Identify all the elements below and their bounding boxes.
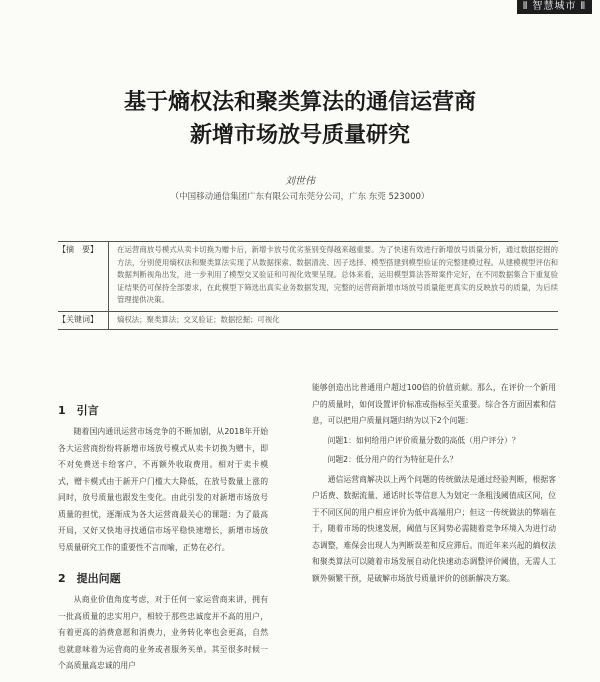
- section-heading-introduction: 1 引言: [58, 404, 99, 417]
- abstract-text: 在运营商放号模式从卖卡切换为赠卡后，新增卡放号优劣鉴别变得越来越重要。为了快速有效进行新增放号质量分析，通过数据挖掘的方法，分别使用熵权法和聚类算法实现了从数据探索、数据清洗、因子选择、模型搭建到模型验证的完整建模过程。从建模模型评估和数据判断视角出发，进一步利用了模型交叉验证和可视化效果呈现。总体来看，运用模型算法答辩案件定好，在不同数据集合下重复验证结果仍可保持全部要求，在此模型下筛选出真实业务数据发现，完整的运营商新增市场放号质量能更真实的反映放号的质量，为后续管理提供决策。: [108, 242, 558, 311]
- right-column: [312, 380, 556, 587]
- continued-paragraph: 能够创造出比普通用户超过100倍的价值贡献。那么，在评价一个新用户的质量时，如何设置评价标准或指标至关重要。综合各方面因素和信息，可以把用户质量问题归纳为以下2个问题：: [312, 383, 556, 425]
- question-2: 问题2：低分用户的行为特征是什么？: [327, 455, 458, 464]
- title-line-2: 新增市场放号质量研究: [189, 123, 410, 148]
- author-affiliation: （中国移动通信集团广东有限公司东莞分公司，广东 东莞 523000）: [170, 192, 430, 202]
- abstract-label: 【摘 要】: [58, 245, 98, 254]
- keywords-row: [58, 311, 558, 330]
- article-title: [0, 86, 600, 152]
- keywords-text: 熵权法；聚类算法；交叉验证；数据挖掘；可视化: [108, 312, 558, 329]
- abstract-row: [58, 242, 558, 311]
- problem-paragraph: 从商业价值角度考虑，对于任何一家运营商来讲，拥有一批高质量的忠实用户，相较于那些忠诚度并不高的用户，有着更高的消费意愿和消费力，业务转化率也会更高，自然也就意味着为运营商的业务或者服务买单。其至很多时候一个高质量高忠诚的用户: [58, 595, 268, 670]
- abstract-box: [58, 241, 558, 330]
- column-tag: ⦀ 智慧城市 ⦀: [517, 0, 592, 14]
- question-1: 问题1：如何给用户评价质量分数的高低（用户评分）？: [327, 435, 520, 445]
- traditional-method-paragraph: 通信运营商解决以上两个问题的传统做法是通过经验判断，根据客户话费、数据流量、通话时长等信息人为划定一条粗浅阈值成区间，位于不同区间的用户相应评价为低中高端用户；但这一传统做法的弊端在于，随着市场的快速发展，阈值与区间势必需随着竞争环境入为进行动态调整，难保会出现人为判断误差和反应滞后。而近年来兴起的熵权法和聚类算法可以随着市场发展自动化快速动态调整评价阈值，无需人工额外频繁干预，是破解市场放号质量评价的创新解决方案。: [312, 474, 556, 583]
- title-line-1: 基于熵权法和聚类算法的通信运营商: [123, 90, 476, 115]
- left-column: [58, 402, 268, 675]
- section-heading-problem: 2 提出问题: [58, 572, 121, 585]
- introduction-paragraph: 随着国内通讯运营市场竞争的不断加剧，从2018年开始各大运营商纷纷将新增市场放号模式从卖卡切换为赠卡，即不对免费送卡给客户，不再额外收取费用。相对于卖卡模式，赠卡模式由于新开户门槛大大降低，在放号数量上涨的同时，放号质量也跟发生变化。由此引发的对新增市场放号质量的担忧，逐渐成为各大运营商最关心的课题：为了最高开局，又好又快地寻找通信市场平稳快速增长，新增市场放号质量研究工作的重要性不言而喻，正势在必行。: [58, 427, 268, 552]
- column-tag-label: 智慧城市: [532, 1, 577, 12]
- keywords-label: 【关键词】: [58, 314, 98, 324]
- author-name: 刘世伟: [285, 176, 315, 187]
